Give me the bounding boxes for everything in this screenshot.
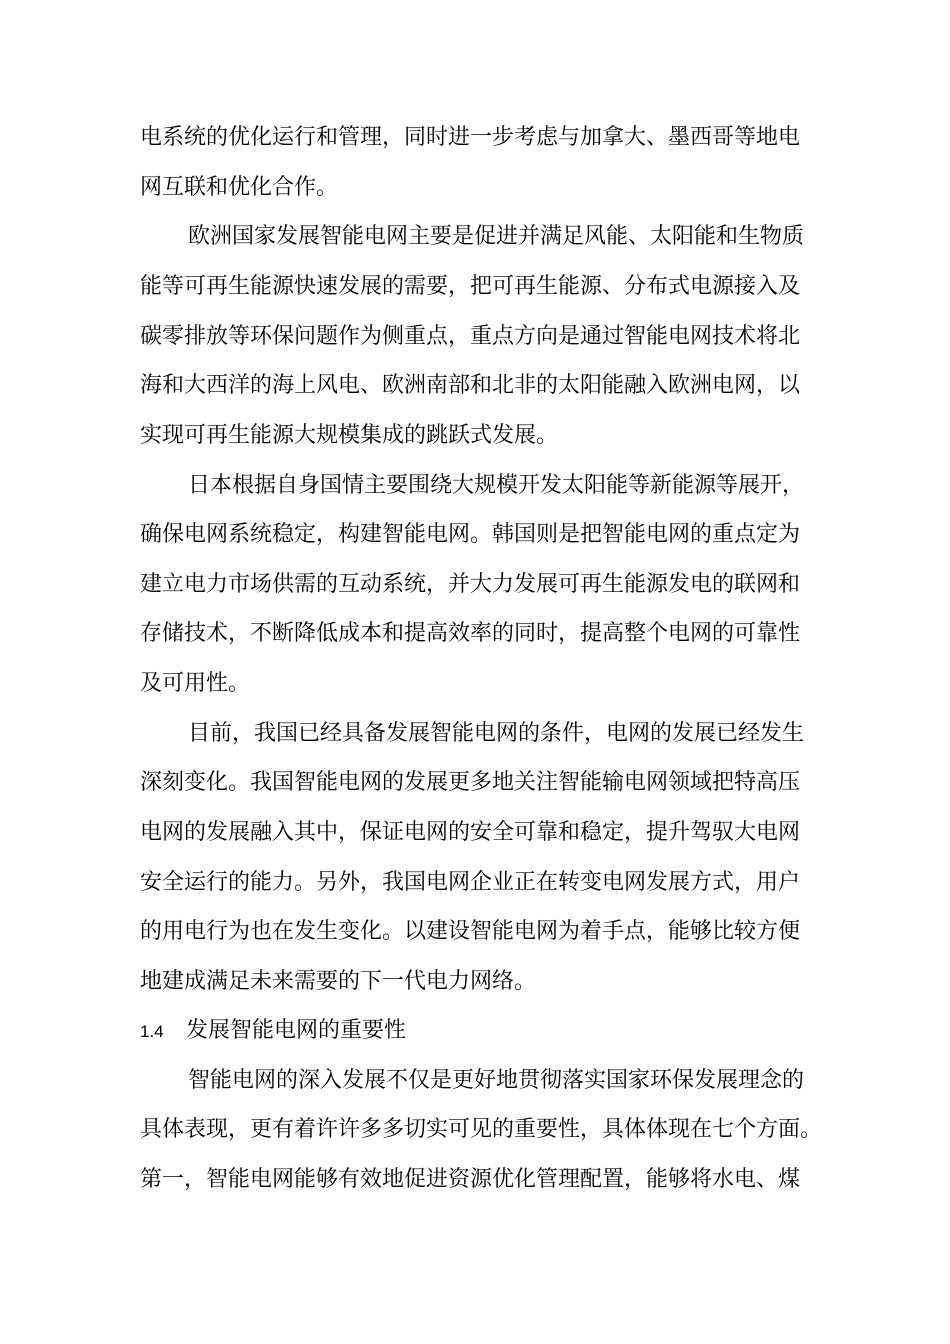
paragraph-4-line-5: 的用电行为也在发生变化。以建设智能电网为着手点，能够比较方便 bbox=[140, 919, 801, 944]
paragraph-5-line-2: 具体表现，更有着许许多多切实可见的重要性，具体体现在七个方面。 bbox=[140, 1117, 823, 1142]
paragraph-3-line-3: 建立电力市场供需的互动系统，并大力发展可再生能源发电的联网和 bbox=[140, 572, 801, 597]
paragraph-1-line-2: 网互联和优化合作。 bbox=[140, 175, 339, 200]
paragraph-5-line-1: 智能电网的深入发展不仅是更好地贯彻落实国家环保发展理念的 bbox=[188, 1068, 805, 1093]
paragraph-1-line-1: 电系统的优化运行和管理，同时进一步考虑与加拿大、墨西哥等地电 bbox=[140, 125, 801, 150]
paragraph-5-line-3: 第一，智能电网能够有效地促进资源优化管理配置，能够将水电、煤 bbox=[140, 1167, 801, 1192]
paragraph-2-line-5: 实现可再生能源大规模集成的跳跃式发展。 bbox=[140, 423, 559, 448]
paragraph-3-line-5: 及可用性。 bbox=[140, 671, 251, 696]
paragraph-2-line-3: 碳零排放等环保问题作为侧重点，重点方向是通过智能电网技术将北 bbox=[140, 324, 801, 349]
paragraph-2-line-1: 欧洲国家发展智能电网主要是促进并满足风能、太阳能和生物质 bbox=[188, 224, 805, 249]
paragraph-3-line-1: 日本根据自身国情主要围绕大规模开发太阳能等新能源等展开， bbox=[188, 473, 805, 498]
paragraph-4-line-1: 目前，我国已经具备发展智能电网的条件，电网的发展已经发生 bbox=[188, 721, 805, 746]
paragraph-3-line-4: 存储技术，不断降低成本和提高效率的同时，提高整个电网的可靠性 bbox=[140, 621, 801, 646]
paragraph-4-line-6: 地建成满足未来需要的下一代电力网络。 bbox=[140, 969, 537, 994]
paragraph-4-line-2: 深刻变化。我国智能电网的发展更多地关注智能输电网领域把特高压 bbox=[140, 770, 801, 795]
paragraph-4-line-3: 电网的发展融入其中，保证电网的安全可靠和稳定，提升驾驭大电网 bbox=[140, 820, 801, 845]
paragraph-2-line-4: 海和大西洋的海上风电、欧洲南部和北非的太阳能融入欧洲电网，以 bbox=[140, 373, 801, 398]
section-heading bbox=[140, 1016, 406, 1046]
paragraph-2-line-2: 能等可再生能源快速发展的需要，把可再生能源、分布式电源接入及 bbox=[140, 274, 801, 299]
paragraph-3-line-2: 确保电网系统稳定，构建智能电网。韩国则是把智能电网的重点定为 bbox=[140, 522, 801, 547]
section-number: 1.4 bbox=[140, 1022, 164, 1041]
section-title: 发展智能电网的重要性 bbox=[186, 1018, 407, 1043]
paragraph-4-line-4: 安全运行的能力。另外，我国电网企业正在转变电网发展方式，用户 bbox=[140, 870, 801, 895]
